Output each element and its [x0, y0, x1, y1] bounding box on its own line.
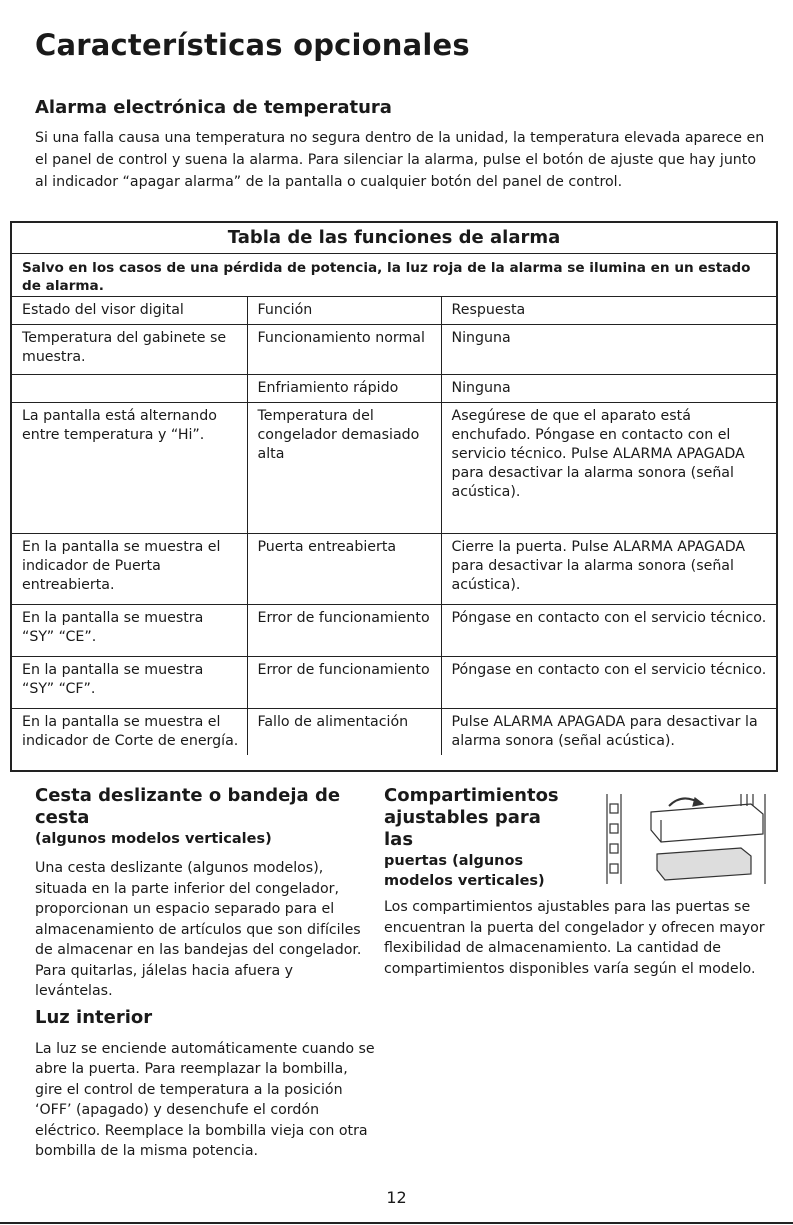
- cell-response: Póngase en contacto con el servicio técnico.: [441, 657, 776, 709]
- cell-function: Temperatura del congelador demasiado alta: [247, 403, 441, 534]
- light-text: La luz se enciende automáticamente cuando se abre la puerta. Para reemplazar la bombilla, gire el control de temperatura a la posición ‘OFF’ (apagado) y desenchufe el cordón eléctrico. Reemplace la bombilla vieja con otra bombilla de la misma potencia.: [35, 1040, 375, 1159]
- table-title: Tabla de las funciones de alarma: [12, 223, 776, 254]
- table-row: [12, 375, 776, 403]
- door-bin-illustration: [591, 790, 769, 886]
- alarm-function-table: [10, 221, 778, 772]
- bins-section-subtitle: puertas (algunos modelos verticales): [384, 853, 545, 889]
- cell-response: Póngase en contacto con el servicio técnico.: [441, 605, 776, 657]
- table-header-row: [12, 297, 776, 325]
- cell-display-state: [12, 375, 247, 403]
- bins-text: Los compartimientos ajustables para las puertas se encuentran la puerta del congelador y ofrecen mayor flexibilidad de almacenamiento. La cantidad de compartimientos disponibles varía según el modelo.: [384, 899, 765, 977]
- cell-response: Asegúrese de que el aparato está enchufado. Póngase en contacto con el servicio técnico. Pulse ALARMA APAGADA para desactivar la alarma sonora (señal acústica).: [441, 403, 776, 534]
- cell-display-state: En la pantalla se muestra el indicador de Corte de energía.: [12, 709, 247, 756]
- light-section-title: Luz interior: [35, 1006, 153, 1028]
- cell-response: Cierre la puerta. Pulse ALARMA APAGADA para desactivar la alarma sonora (señal acústica).: [441, 534, 776, 605]
- cell-function: Puerta entreabierta: [247, 534, 441, 605]
- alarm-intro-text: Si una falla causa una temperatura no segura dentro de la unidad, la temperatura elevada aparece en el panel de control y suena la alarma. Para silenciar la alarma, pulse el botón de ajuste que hay junto al indicador “apagar alarma” de la pantalla o cualquier botón del panel de control.: [35, 130, 765, 190]
- table-row: [12, 325, 776, 375]
- bins-section-title: Compartimientos ajustables para las: [384, 785, 559, 850]
- bottom-rule: [0, 1222, 793, 1224]
- header-response: Respuesta: [441, 297, 776, 325]
- table-row: [12, 403, 776, 534]
- header-display-state: Estado del visor digital: [12, 297, 247, 325]
- table-row: [12, 709, 776, 756]
- basket-section-title: Cesta deslizante o bandeja de cesta: [35, 785, 341, 828]
- table-row: [12, 534, 776, 605]
- cell-function: Error de funcionamiento: [247, 657, 441, 709]
- cell-response: Pulse ALARMA APAGADA para desactivar la alarma sonora (señal acústica).: [441, 709, 776, 756]
- page-number: 12: [386, 1188, 407, 1207]
- table-row: [12, 605, 776, 657]
- cell-function: Funcionamiento normal: [247, 325, 441, 375]
- right-column: [384, 785, 774, 979]
- cell-display-state: Temperatura del gabinete se muestra.: [12, 325, 247, 375]
- left-column: [35, 785, 375, 1162]
- cell-response: Ninguna: [441, 325, 776, 375]
- cell-function: Fallo de alimentación: [247, 709, 441, 756]
- page-title: Características opcionales: [35, 28, 470, 62]
- basket-section-subtitle: (algunos modelos verticales): [35, 831, 272, 847]
- header-function: Función: [247, 297, 441, 325]
- table-row: [12, 657, 776, 709]
- alarm-table-grid: [12, 297, 776, 755]
- alarm-section-title: Alarma electrónica de temperatura: [35, 97, 392, 118]
- cell-display-state: En la pantalla se muestra “SY” “CF”.: [12, 657, 247, 709]
- cell-response: Ninguna: [441, 375, 776, 403]
- table-note: Salvo en los casos de una pérdida de potencia, la luz roja de la alarma se ilumina en un estado de alarma.: [12, 254, 776, 297]
- basket-text: Una cesta deslizante (algunos modelos), situada en la parte inferior del congelador, proporcionan un espacio separado para el almacenamiento de artículos que son difíciles de almacenar en las bandejas del congelador. Para quitarlas, jálelas hacia afuera y levántelas.: [35, 860, 362, 999]
- cell-display-state: En la pantalla se muestra el indicador de Puerta entreabierta.: [12, 534, 247, 605]
- cell-display-state: La pantalla está alternando entre temperatura y “Hi”.: [12, 403, 247, 534]
- cell-display-state: En la pantalla se muestra “SY” “CE”.: [12, 605, 247, 657]
- cell-function: Enfriamiento rápido: [247, 375, 441, 403]
- cell-function: Error de funcionamiento: [247, 605, 441, 657]
